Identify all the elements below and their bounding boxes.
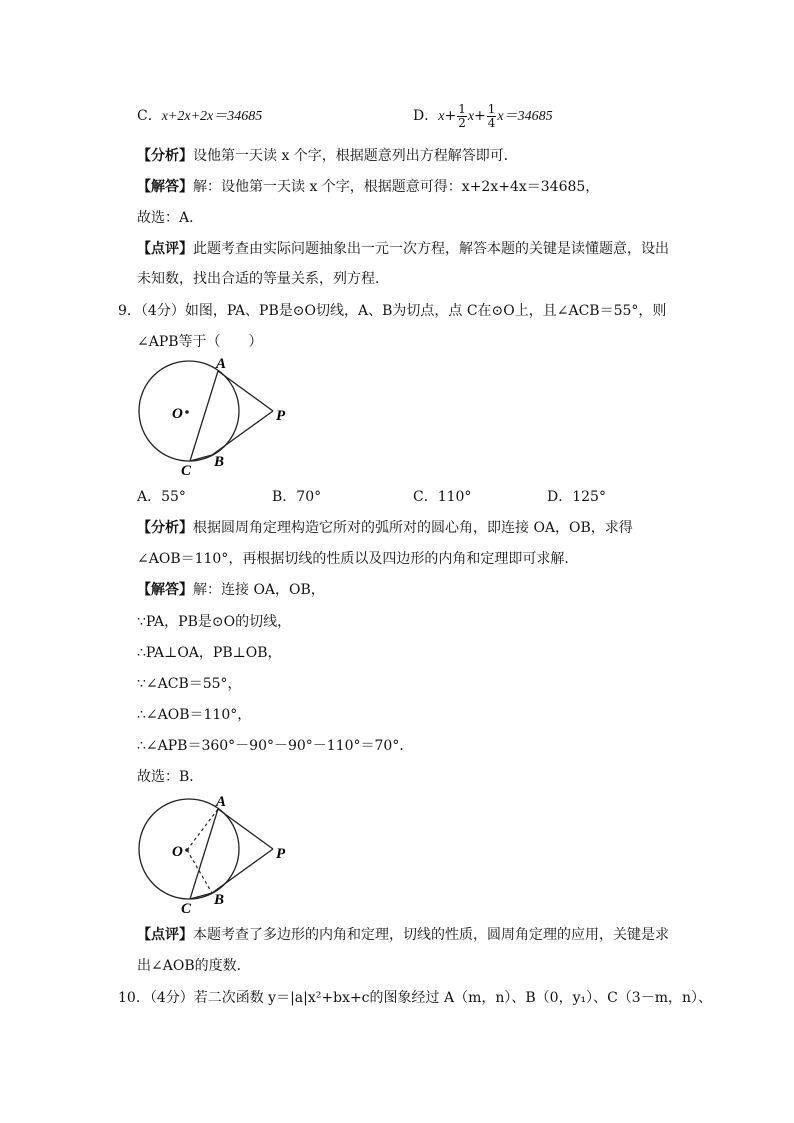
label-p: P	[276, 846, 286, 862]
radius-oa	[187, 809, 218, 850]
q9-option-b: B．70°	[272, 489, 322, 505]
q9-step-4: ∴∠AOB＝110°，	[137, 707, 252, 723]
option-c: C．x+2x+2x＝34685	[137, 108, 263, 124]
q9-option-d: D．125°	[547, 489, 606, 505]
radius-ob	[187, 850, 212, 893]
chord-ac	[190, 371, 218, 461]
label-p: P	[276, 408, 286, 424]
q8-review-cont: 未知数，找出合适的等量关系，列方程．	[137, 271, 389, 287]
q9-choose: 故选：B．	[137, 769, 204, 785]
label-a: A	[216, 794, 227, 810]
q8-choose: 故选：A．	[137, 210, 204, 226]
label-a: A	[216, 356, 227, 372]
label-o: O	[172, 844, 183, 860]
option-d: D．x+ $\frac{1}{2}$ x+ $\frac{1}{4}$ x＝34685	[413, 101, 553, 130]
center-point	[185, 848, 189, 852]
tangent-pb	[212, 849, 273, 893]
chord-ac	[190, 809, 218, 899]
q9-review: 【点评】本题考查了多边形的内角和定理，切线的性质，圆周角定理的应用，关键是求	[137, 927, 669, 943]
q9-stem-cont: ∠APB等于（ ）	[137, 334, 263, 350]
label-b: B	[214, 454, 225, 470]
q8-answer: 【解答】解：设他第一天读 x 个字，根据题意可得：x+2x+4x＝34685，	[137, 179, 600, 195]
tangent-pb	[212, 411, 273, 455]
q9-step-1: ∵PA，PB是⊙O的切线，	[137, 614, 292, 630]
label-b: B	[214, 892, 225, 908]
circle-tangent-figure	[130, 352, 300, 482]
tangent-pa	[218, 371, 273, 411]
label-o: O	[172, 406, 183, 422]
q9-step-3: ∵∠ACB＝55°，	[137, 676, 242, 692]
q8-analysis: 【分析】设他第一天读 x 个字，根据题意列出方程解答即可．	[137, 148, 518, 164]
q9-option-a: A．55°	[137, 489, 186, 505]
fraction-quarter: $\frac{1}{4}$	[487, 101, 496, 130]
center-point	[185, 410, 189, 414]
label-c: C	[181, 463, 192, 479]
tangent-pa	[218, 809, 273, 849]
q9-step-5: ∴∠APB＝360°－90°－90°－110°＝70°．	[137, 738, 414, 754]
q9-answer: 【解答】解：连接 OA，OB，	[137, 582, 325, 598]
q9-analysis-cont: ∠AOB＝110°，再根据切线的性质以及四边形的内角和定理即可求解．	[137, 551, 579, 567]
q9-review-cont: 出∠AOB的度数．	[137, 958, 251, 974]
q8-review: 【点评】此题考查由实际问题抽象出一元一次方程，解答本题的关键是读懂题意，设出	[137, 241, 669, 257]
label-c: C	[181, 901, 192, 917]
circle-solution-figure	[130, 790, 300, 920]
q9-analysis: 【分析】根据圆周角定理构造它所对的弧所对的圆心角，即连接 OA，OB，求得	[137, 520, 633, 536]
q9-stem: 9．（4分）如图，PA、PB是⊙O切线，A、B为切点，点 C在⊙O上，且∠ACB＝55°，则	[118, 303, 667, 319]
q9-step-2: ∴PA⊥OA，PB⊥OB，	[137, 645, 282, 661]
q9-option-c: C．110°	[413, 489, 472, 505]
fraction-half: $\frac{1}{2}$	[458, 101, 466, 130]
q10-stem: 10．（4分）若二次函数 y＝|a|x²+bx+c的图象经过 A（m，n）、B（0，y₁）、C（3－m，n）、	[118, 990, 713, 1006]
